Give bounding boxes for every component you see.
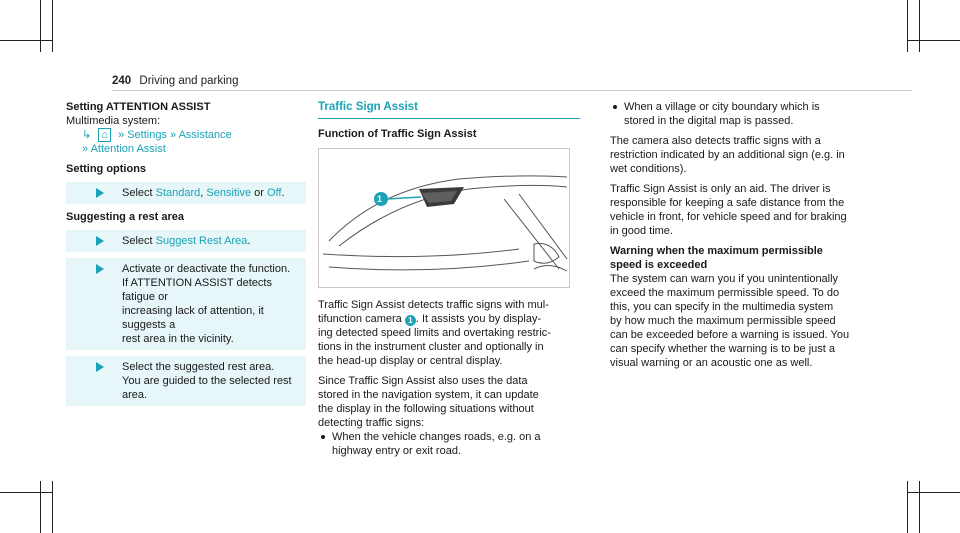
step-select-option: Select Standard, Sensitive or Off. <box>66 182 306 204</box>
text-line: Activate or deactivate the function. <box>122 263 291 275</box>
paragraph-3 <box>610 134 860 176</box>
chevron-icon: » <box>82 143 89 155</box>
paragraph-1 <box>318 298 580 368</box>
text-line: Select the suggested rest area. <box>122 361 275 373</box>
text-line: tifunction camera <box>318 313 402 325</box>
text-line: You are guided to the selected rest area. <box>122 375 292 401</box>
column-left <box>66 100 306 406</box>
warning-heading <box>610 244 860 272</box>
setting-heading: Setting ATTENTION ASSIST <box>66 101 211 113</box>
text-line: speed is exceeded <box>610 259 708 271</box>
text-line: the head-up display or central display. <box>318 355 503 367</box>
chevron-icon: » <box>170 129 177 141</box>
paragraph-2 <box>318 374 580 430</box>
crop-mark <box>0 492 52 493</box>
nav-attention-assist: Attention Assist <box>90 143 166 155</box>
text-line: restriction indicated by an additional sign (e.g. in <box>610 149 845 161</box>
section-title: Traffic Sign Assist <box>318 101 418 113</box>
nav-settings: Settings <box>127 129 167 141</box>
text-line: vehicle in front, for vehicle speed and for braking <box>610 211 847 223</box>
windshield-drawing <box>319 149 569 287</box>
crop-mark <box>40 481 41 533</box>
crop-mark <box>40 0 41 52</box>
system-label: Multimedia system: <box>66 115 161 127</box>
text-line: can be exceeded before a warning is issued. You <box>610 329 850 341</box>
callout-marker-label: 1 <box>377 194 383 204</box>
option-standard: Standard <box>155 187 201 199</box>
callout-marker: 1 <box>405 315 416 326</box>
text-line: can specify whether the warning is to be just a <box>610 343 836 355</box>
text-line: stored in the digital map is passed. <box>624 115 794 127</box>
nav-assistance: Assistance <box>178 129 232 141</box>
select-word: Select <box>122 187 153 199</box>
options-heading: Setting options <box>66 163 147 175</box>
step-select-suggest: Select Suggest Rest Area. <box>66 230 306 252</box>
crop-mark <box>907 481 908 533</box>
header-rule <box>112 90 912 91</box>
text-line: . It assists you by display- <box>415 313 542 325</box>
option-off: Off <box>266 187 282 199</box>
paragraph-5 <box>610 272 860 370</box>
home-icon: ⌂ <box>98 128 111 142</box>
crop-mark <box>907 40 960 41</box>
text-line: The system can warn you if you unintentionally <box>610 273 839 285</box>
step-arrow-icon <box>96 188 104 198</box>
text-line: ing detected speed limits and overtaking restric- <box>318 327 551 339</box>
text-line: exceed the maximum permissible speed. To do <box>610 287 840 299</box>
text-line: Traffic Sign Assist detects traffic signs with mul- <box>318 299 549 311</box>
or-word: or <box>254 187 264 199</box>
text-line: stored in the navigation system, it can update <box>318 389 539 401</box>
text-line: When a village or city boundary which is <box>624 101 820 113</box>
text-line: Warning when the maximum permissible <box>610 245 823 257</box>
suggest-rest-area: Suggest Rest Area <box>155 235 248 247</box>
text-line: The camera also detects traffic signs with a <box>610 135 821 147</box>
chevron-icon: » <box>118 129 125 141</box>
text-line: in good time. <box>610 225 673 237</box>
text-line: Traffic Sign Assist is only an aid. The driver is <box>610 183 831 195</box>
column-middle <box>318 100 580 458</box>
running-header <box>112 74 238 88</box>
text-line: responsible for keeping a safe distance from the <box>610 197 845 209</box>
option-sensitive: Sensitive <box>206 187 252 199</box>
text-line: highway entry or exit road. <box>332 445 462 457</box>
text-line: wet conditions). <box>610 163 687 175</box>
bullet-item <box>318 430 580 458</box>
crop-mark <box>52 0 53 52</box>
crop-mark <box>52 481 53 533</box>
step-arrow-icon <box>96 362 104 372</box>
section-rule <box>318 118 580 119</box>
text-line: the display in the following situations without <box>318 403 534 415</box>
column-right <box>610 100 860 370</box>
step-arrow-icon <box>96 236 104 246</box>
suggest-heading: Suggesting a rest area <box>66 211 184 223</box>
text-line: this, you can specify in the multimedia system <box>610 301 834 313</box>
crop-mark <box>0 40 52 41</box>
chapter-title: Driving and parking <box>139 75 239 87</box>
step-arrow-icon <box>96 264 104 274</box>
bullet-item <box>610 100 860 128</box>
windshield-illustration <box>318 148 570 288</box>
step-select-rest <box>66 356 306 406</box>
paragraph-4 <box>610 182 860 238</box>
text-line: If ATTENTION ASSIST detects fatigue or <box>122 277 272 303</box>
text-line: rest area in the vicinity. <box>122 333 234 345</box>
crop-mark <box>907 492 960 493</box>
nav-path-2 <box>66 142 306 156</box>
step-activate <box>66 258 306 350</box>
text-line: When the vehicle changes roads, e.g. on a <box>332 431 541 443</box>
crop-mark <box>919 0 920 52</box>
nav-path <box>66 128 306 142</box>
text-line: detecting traffic signs: <box>318 417 425 429</box>
select-word: Select <box>122 235 153 247</box>
text-line: tions in the instrument cluster and optionally in <box>318 341 544 353</box>
text-line: by how much the maximum permissible speed <box>610 315 836 327</box>
page-number: 240 <box>112 75 132 87</box>
text-line: visual warning or an acoustic one as well. <box>610 357 813 369</box>
turn-arrow-icon: ↳ <box>82 129 92 141</box>
function-heading: Function of Traffic Sign Assist <box>318 128 477 140</box>
crop-mark <box>907 0 908 52</box>
crop-mark <box>919 481 920 533</box>
text-line: Since Traffic Sign Assist also uses the data <box>318 375 528 387</box>
text-line: increasing lack of attention, it suggests a <box>122 305 264 331</box>
